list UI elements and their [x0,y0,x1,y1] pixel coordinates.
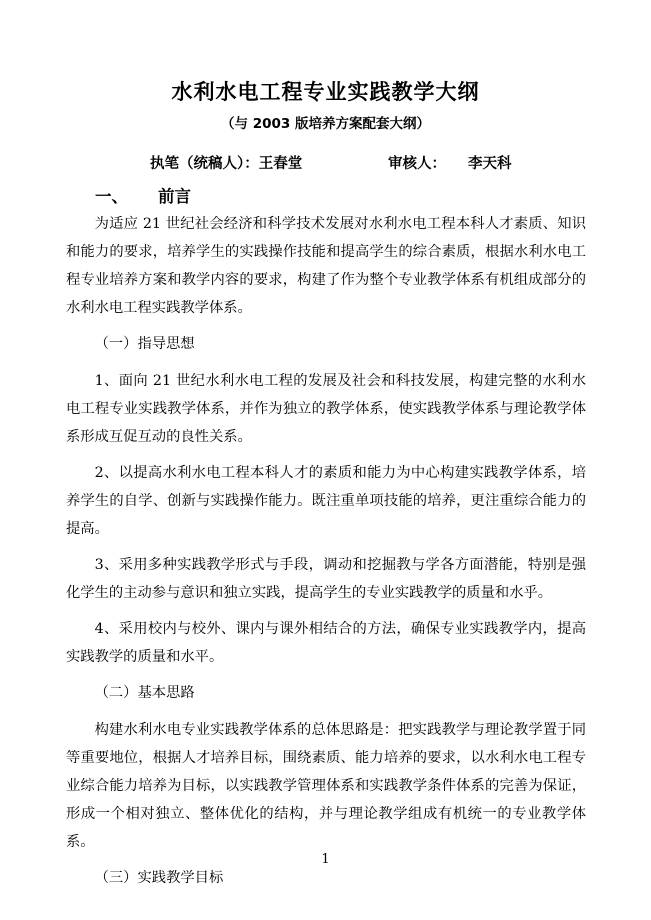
paragraph-intro: 为适应 21 世纪社会经济和科学技术发展对水利水电工程本科人才素质、知识和能力的要求，培养学生的实践操作技能和提高学生的综合素质，根据水利水电工程专业培养方案和教学内容的要求，构建了作为整个专业教学体系有机组成部分的水利水电工程实践教学体系。 [66,216,586,316]
subheading-basic-approach: （二）基本思路 [94,685,195,701]
subheading-guiding-ideology: （一）指导思想 [94,336,195,352]
paragraph-point-1: 1、面向 21 世纪水利水电工程的发展及社会和科技发展，构建完整的水利水电工程专业实践教学体系，并作为独立的教学体系，使实践教学体系与理论教学体系形成互促互动的良性关系。 [66,373,586,445]
section-number: 一、 [95,187,128,206]
reviewer [388,152,512,173]
document-subtitle: （与 2003 版培养方案配套大纲） [221,116,430,132]
paragraph-point-4: 4、采用校内与校外、课内与课外相结合的方法，确保专业实践教学内，提高实践教学的质量和水平。 [66,621,586,665]
reviewer-name: 李天科 [468,156,512,172]
paragraph-point-2: 2、以提高水利水电工程本科人才的素质和能力为中心构建实践教学体系，培养学生的自学、创新与实践操作能力。既注重单项技能的培养，更注重综合能力的提高。 [66,465,586,537]
page-number: 1 [321,852,330,867]
authors-line [0,152,651,174]
subheading-teaching-goals: （三）实践教学目标 [94,870,224,886]
document-title: 水利水电工程专业实践教学大纲 [171,80,480,104]
paragraph-approach: 构建水利水电专业实践教学体系的总体思路是：把实践教学与理论教学置于同等重要地位，根据人才培养目标，围绕素质、能力培养的要求，以水利水电工程专业综合能力培养为目标，以实践教学管理体系和实践教学条件体系的完善为保证，形成一个相对独立、整体优化的结构，并与理论教学组成有机统一的专业教学体系。 [66,722,586,850]
reviewer-label: 审核人： [388,156,446,172]
section-title: 前言 [158,187,191,206]
paragraph-point-3: 3、采用多种实践教学形式与手段，调动和挖掘教与学各方面潜能，特别是强化学生的主动参与意识和独立实践，提高学生的专业实践教学的质量和水乎。 [66,557,586,601]
author-label: 执笔（统稿人）：王春堂 [150,156,303,172]
body-text [66,210,586,901]
section-heading [95,183,191,207]
